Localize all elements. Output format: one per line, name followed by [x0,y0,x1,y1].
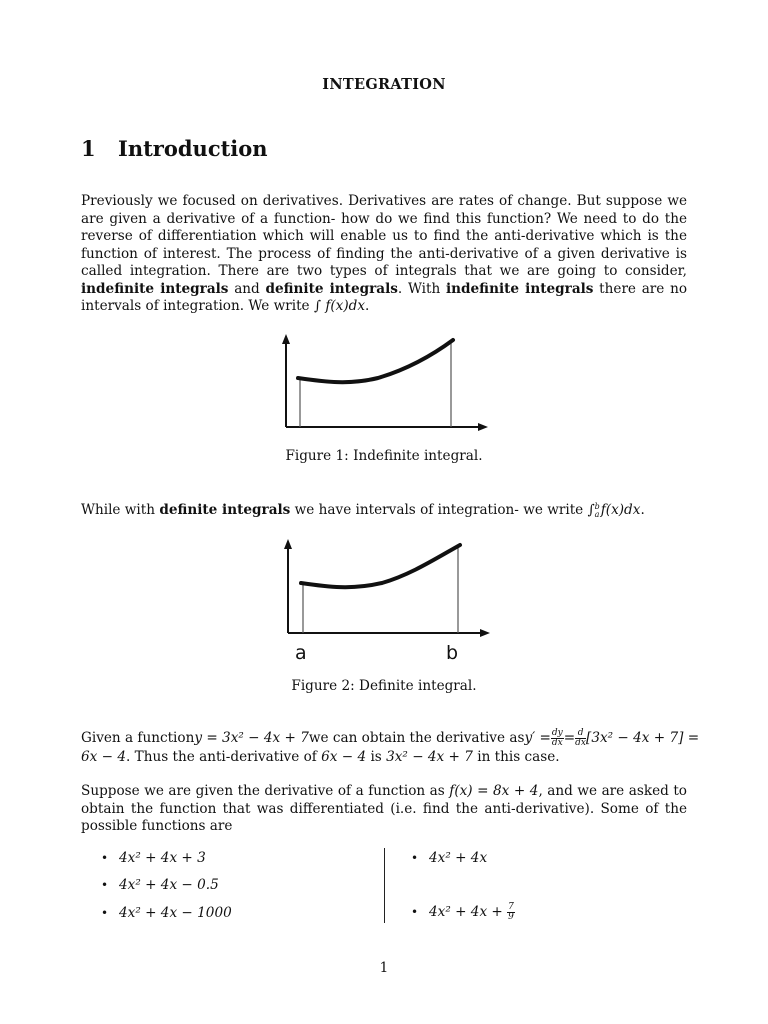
frac-seven-ninths [507,903,515,922]
page-number: 1 [379,960,389,976]
fig1-curve [298,340,453,382]
frac-top: 7 [508,902,514,912]
definite-text-1: While with [81,502,160,518]
suppose-math-1: f(x) = 8x + 4 [449,783,539,799]
bullet-icon: • [411,905,419,919]
deriv-l2-text-2: is [366,749,387,765]
deriv-text-2: we can obtain the derivative as [308,729,525,746]
intro-text-4: there are no intervals of integration. We write [81,280,688,314]
intro-bold-2: definite integrals [265,280,398,297]
integral-upper: b [594,501,600,511]
figure-2-caption: Figure 2: Definite integral. [291,678,477,694]
figure-1-caption: Figure 1: Indefinite integral. [285,448,483,464]
list-item [101,905,232,921]
deriv-yprime: y′ = [524,729,551,746]
suppose-text-2: , and we are asked to obtain the function that was differentiated (i.e. find the anti-derivative). Some of the possible functions are [81,783,687,834]
list-item [411,850,487,866]
definite-text-3: . [640,502,645,518]
bullet-text: 4x² + 4x − 1000 [119,905,232,921]
integral-sign: ∫ [587,502,595,518]
deriv-l2-math-3: 3x² − 4x + 7 [386,749,473,765]
document-header: INTEGRATION [322,76,446,93]
bullet-icon: • [101,878,109,892]
frac-d-bottom: dx [575,738,587,748]
suppose-text-1: Suppose we are given the derivative of a function as [81,783,450,799]
intro-text-5: . [365,298,370,314]
intro-text-1: Previously we focused on derivatives. Derivatives are rates of change. But suppose we are given a derivative of a function- how do we find this function? We need to do the reverse of differentiation which will enable us to find the anti-derivative which is the function of interest. The process of finding the anti-derivative of a given derivative is called integration. There are two types of integrals that we are going to consider, [81,193,687,279]
definite-paragraph [81,502,687,520]
definite-math-1: f(x)dx [600,502,641,518]
bullet-text: 4x² + 4x + 3 [119,850,206,866]
bullet-text: 4x² + 4x + [429,904,503,920]
intro-text-3: . With [397,280,446,297]
frac-d-top: d [575,729,586,739]
integral-lower: a [594,509,600,519]
column-divider [384,848,385,923]
intro-bold-1: indefinite integrals [81,280,229,297]
fig1-y-arrow [282,334,290,344]
definite-text-2: we have intervals of integration- we write [290,502,588,518]
deriv-eq: = [563,729,576,746]
deriv-l2-math-1: 6x − 4 [81,749,126,765]
frac-bottom: 9 [508,912,514,922]
frac-dy-top: dy [551,728,563,738]
derivative-line-1 [81,728,700,748]
intro-bold-3: indefinite integrals [445,280,594,297]
bullet-text: 4x² + 4x [429,850,488,866]
intro-text-2: and [228,280,266,297]
section-number: 1 [81,136,96,161]
fig2-x-arrow [480,629,490,637]
fig1-x-arrow [478,423,488,431]
figure-2-definite-integral [0,535,768,670]
list-item [101,850,206,866]
derivative-paragraph [81,728,700,767]
list-item [101,877,219,893]
frac-d-dx [575,729,586,748]
list-item [411,903,515,922]
derivative-line-2 [81,749,687,767]
deriv-math-fn: y = 3x² − 4x + 7 [194,729,309,746]
bullet-icon: • [101,906,109,920]
frac-dy-dx [551,729,564,748]
deriv-bracket: [3x² − 4x + 7] = [586,729,700,746]
intro-math-1: ∫ f(x)dx [313,298,365,314]
intro-paragraph [81,193,687,316]
fig2-label-a: a [295,642,307,664]
fig2-label-b: b [446,642,459,664]
deriv-text-1: Given a function [81,729,195,746]
section-heading [81,136,268,161]
integral-limits [595,503,600,519]
frac-dy-bottom: dx [551,738,563,748]
deriv-l2-text-3: in this case. [472,749,560,765]
bullet-icon: • [411,851,419,865]
fig2-curve [301,545,460,587]
fig2-y-arrow [284,539,292,549]
definite-bold-1: definite integrals [159,502,291,518]
section-title: Introduction [118,136,268,161]
bullet-text: 4x² + 4x − 0.5 [119,877,219,893]
suppose-paragraph [81,783,687,836]
figure-1-indefinite-integral [0,330,768,440]
deriv-l2-text-1: . Thus the anti-derivative of [126,749,322,765]
bullet-icon: • [101,851,109,865]
deriv-l2-math-2: 6x − 4 [321,749,367,765]
